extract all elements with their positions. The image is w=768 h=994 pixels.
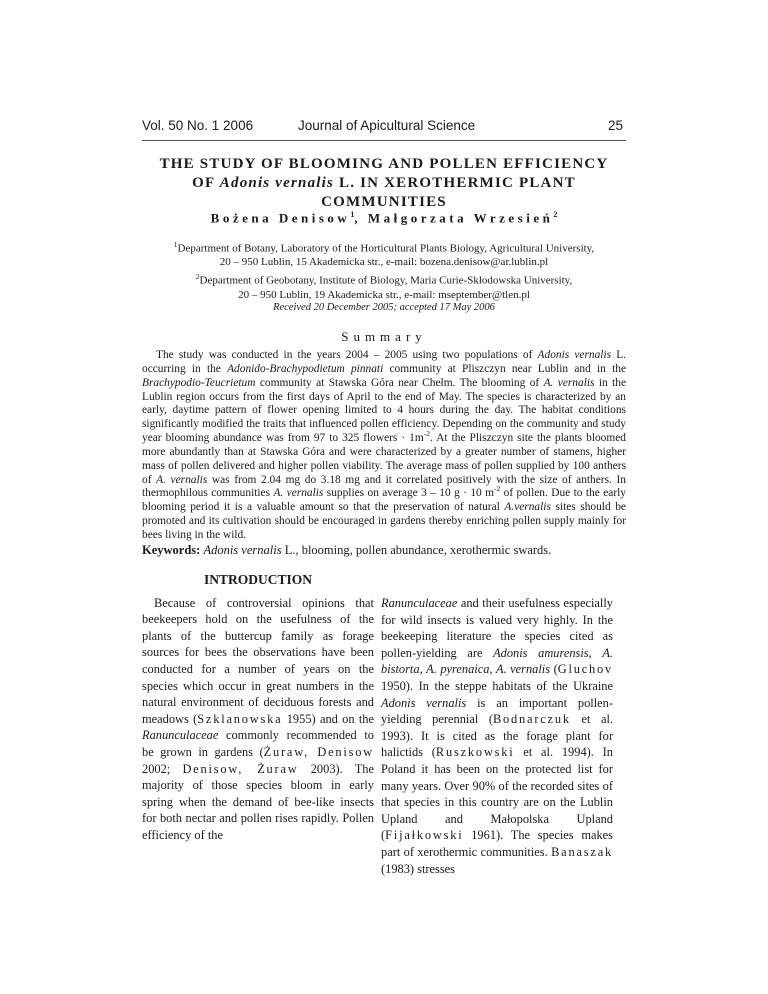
author-2: Małgorzata Wrzesień — [367, 210, 554, 226]
page-number: 25 — [608, 118, 624, 133]
volume-info: Vol. 50 No. 1 2006 — [142, 118, 254, 133]
paper-title — [120, 155, 648, 212]
affiliation-1 — [150, 238, 618, 256]
title-species: Adonis vernalis — [219, 175, 335, 191]
affiliation-1-line-1: Department of Botany, Laboratory of the Horticultural Plants Biology, Agricultural University, — [177, 242, 595, 255]
received-dates: Received 20 December 2005; accepted 17 May 2006 — [273, 302, 495, 313]
affiliation-1-address: 20 – 950 Lublin, 15 Akademicka str., e-mail: bozena.denisow@ar.lublin.pl — [219, 256, 549, 269]
keywords-label: Keywords: — [142, 543, 201, 557]
intro-heading: INTRODUCTION — [203, 572, 312, 587]
affiliation-2-address: 20 – 950 Lublin, 19 Akademicka str., e-mail: mseptember@tlen.pl — [238, 288, 530, 301]
keywords — [142, 543, 626, 558]
author-1-affil-mark: 1 — [350, 210, 355, 219]
author-2-affil-mark: 2 — [553, 210, 558, 219]
intro-left-column — [142, 572, 374, 844]
affiliation-2-line-1: Department of Geobotany, Institute of Biology, Maria Curie-Skłodowska University, — [199, 274, 573, 287]
title-line-2 — [120, 174, 648, 193]
author-list — [120, 210, 648, 226]
abstract-text: The study was conducted in the years 2004 – 2005 using two populations of Adonis vernalis L. occurring in the Adonido-Brachypodietum pinnati community at Pliszczyn near Lublin and in the Brachypodio-Teucrietum community at Stawska Góra near Chełm. The blooming of A. vernalis in the Lublin region occurs from the first days of April to the end of May. The species is characterized by an early, daytime pattern of flower opening limited to 4 hours during the day. The habitat conditions significantly modified the traits that influenced pollen efficiency. Depending on the community and study year blooming abundance was from 97 to 325 flowers · $1m^{-2}$. At the Pliszczyn site the plants bloomed more abundantly than at Stawska Góra and were characterized by a greater number of stamens, higher mass of pollen delivered and higher pollen viability. The average mass of pollen supplied by 100 anthers of A. vernalis was from 2.04 mg do 3.18 mg and it correlated positively with the size of anthers. In thermophilous communities A. vernalis supplies on average 3 – 10 g · 10 $m^{-2}$ of pollen. Due to the early blooming period it is a valuable amount so that the preservation of natural A.vernalis sites should be promoted and its cultivation should be encouraged in gardens thereby enriching pollen supply mainly for bees living in the wild. — [142, 349, 627, 541]
header-rule — [142, 140, 626, 141]
title-prefix: OF — [192, 175, 220, 191]
keywords-species: Adonis vernalis — [203, 543, 282, 557]
intro-paragraph: Because of controversial opinions that beekeepers hold on the usefulness of the plants of the buttercup family as forage sources for bees the observations have been conducted for a number of years on the species which occur in great numbers in the natural environment of deciduous forests and meadows (Szklanowska 1955) and on the Ranunculaceae commonly recommended to be grown in gardens (Żuraw, Denisow 2002; Denisow, Żuraw 2003). The majority of those species bloom in early spring when the demand of bee-like insects for both nectar and pollen rises rapidly. Pollen efficiency of the — [142, 595, 374, 842]
affiliations — [150, 238, 618, 303]
author-separator: , — [354, 210, 368, 226]
intro-right-column — [381, 595, 613, 877]
summary-heading: Summary — [341, 329, 427, 344]
intro-paragraph-continued: Ranunculaceae and their usefulness especially for wild insects is valued very highly. In the beekeeping literature the species cited as pollen-yielding are Adonis amurensis, A. bistorta, A. pyrenaica, A. vernalis (Gluchov 1950). In the steppe habitats of the Ukraine Adonis vernalis is an important pollen-yielding perennial (Bodnarczuk et al. 1993). It is cited as the forage plant for halictids (Ruszkowski et al. 1994). In Poland it has been on the protected list for many years. Over 90% of the recorded sites of that species in this country are on the Lublin Upland and Małopolska Upland (Fijałkowski 1961). The species makes part of xerothermic communities. Banaszak (1983) stresses — [381, 596, 614, 876]
title-suffix: L. IN XEROTHERMIC PLANT — [334, 175, 576, 191]
keywords-list: L., blooming, pollen abundance, xerothermic swards. — [281, 543, 552, 557]
affiliation-1-mark: 1 — [173, 240, 178, 249]
affiliation-2-mark: 2 — [195, 272, 200, 282]
title-line-1: THE STUDY OF BLOOMING AND POLLEN EFFICIENCY — [159, 156, 609, 172]
author-1: Bożena Denisow — [210, 210, 351, 226]
title-line-3: COMMUNITIES — [321, 194, 447, 210]
affiliation-2 — [150, 270, 618, 288]
journal-name: Journal of Apicultural Science — [298, 118, 476, 133]
